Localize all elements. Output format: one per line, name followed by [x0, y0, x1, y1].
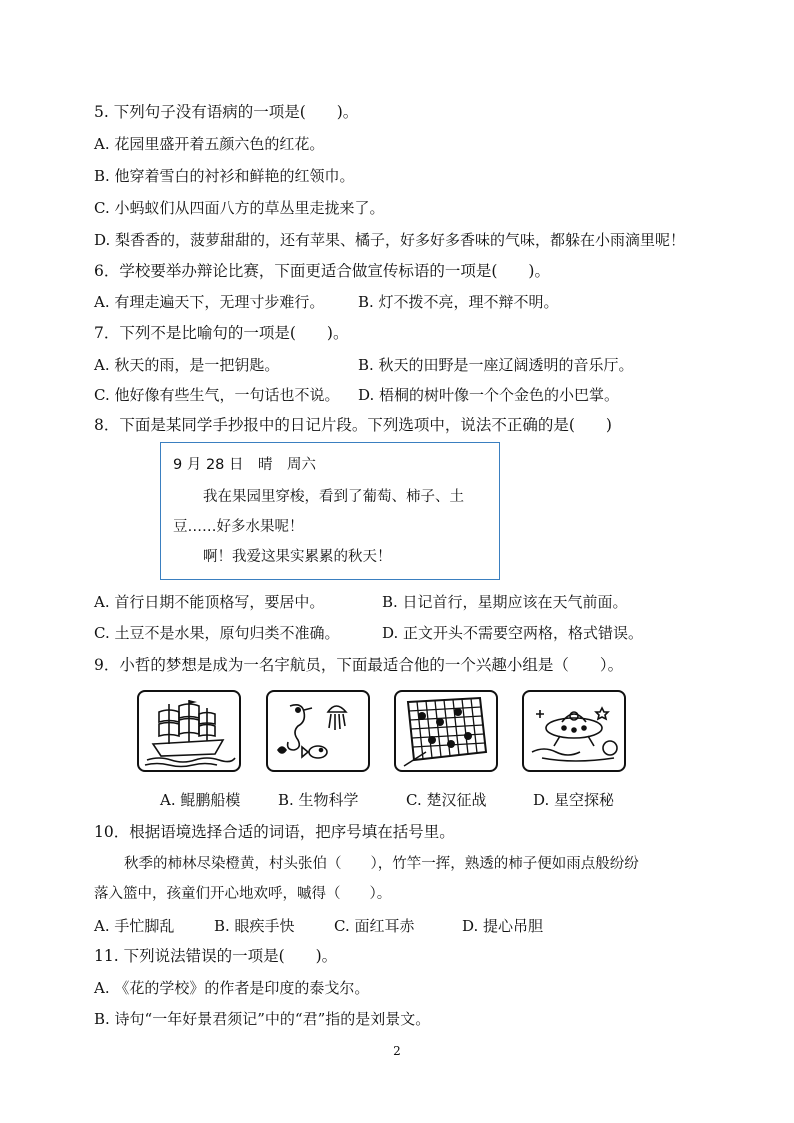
- q7-option-a: A. 秋天的雨，是一把钥匙。: [94, 356, 280, 374]
- q10-option-a: A. 手忙脚乱: [94, 917, 175, 935]
- q5-option-d: D. 梨香香的，菠萝甜甜的，还有苹果、橘子，好多好多香味的气味，都躲在小雨滴里呢！: [94, 231, 686, 249]
- q5-option-c: C. 小蚂蚁们从四面八方的草丛里走拢来了。: [94, 199, 385, 217]
- seahorse-jellyfish-icon: [268, 692, 368, 770]
- q6-stem: 6．学校要举办辩论比赛，下面更适合做宣传标语的一项是( )。: [94, 262, 550, 280]
- q8-stem: 8．下面是某同学手抄报中的日记片段。下列选项中，说法不正确的是( ): [94, 416, 612, 434]
- q10-option-b: B. 眼疾手快: [214, 917, 295, 935]
- chess-board-picture: [394, 690, 498, 772]
- q6-option-b: B. 灯不拨不亮，理不辩不明。: [358, 293, 559, 311]
- q11-option-a: A. 《花的学校》的作者是印度的泰戈尔。: [94, 979, 370, 997]
- q8-option-d: D. 正文开头不需要空两格，格式错误。: [382, 624, 644, 642]
- q10-passage-line-2: 落入篮中，孩童们开心地欢呼，嘁得（ ）。: [94, 886, 392, 902]
- q5-option-b: B. 他穿着雪白的衬衫和鲜艳的红领巾。: [94, 167, 355, 185]
- q6-option-a: A. 有理走遍天下，无理寸步难行。: [94, 293, 325, 311]
- q8-option-a: A. 首行日期不能顶格写，要居中。: [94, 593, 325, 611]
- diary-line-3: 啊！我爱这果实累累的秋天！: [203, 549, 392, 565]
- q7-stem: 7．下列不是比喻句的一项是( )。: [94, 324, 349, 342]
- q9-option-b: B. 生物科学: [278, 791, 359, 809]
- q11-option-b: B. 诗句“一年好景君须记”中的“君”指的是刘景文。: [94, 1010, 431, 1028]
- q8-option-b: B. 日记首行，星期应该在天气前面。: [382, 593, 628, 611]
- q9-option-a: A. 鲲鹏船模: [160, 791, 241, 809]
- biology-picture: [266, 690, 370, 772]
- q11-stem: 11. 下列说法错误的一项是( )。: [94, 947, 338, 965]
- sailing-ship-picture: [137, 690, 241, 772]
- spaceship-icon: [524, 692, 624, 770]
- q7-option-c: C. 他好像有些生气，一句话也不说。: [94, 386, 340, 404]
- q7-option-b: B. 秋天的田野是一座辽阔透明的音乐厅。: [358, 356, 634, 374]
- q10-passage-line-1: 秋季的柿林尽染橙黄，村头张伯（ ），竹竿一挥，熟透的柿子便如雨点般纷纷: [124, 856, 639, 872]
- chinese-chess-icon: [396, 692, 496, 770]
- q5-stem: 5. 下列句子没有语病的一项是( )。: [94, 103, 359, 121]
- starry-sky-picture: [522, 690, 626, 772]
- q9-stem: 9．小哲的梦想是成为一名宇航员，下面最适合他的一个兴趣小组是（ ）。: [94, 656, 624, 674]
- diary-line-2: 豆……好多水果呢！: [173, 519, 304, 535]
- q10-option-c: C. 面红耳赤: [334, 917, 415, 935]
- sailing-ship-icon: [139, 692, 239, 770]
- q10-stem: 10．根据语境选择合适的词语，把序号填在括号里。: [94, 823, 455, 841]
- q5-option-a: A. 花园里盛开着五颜六色的红花。: [94, 135, 325, 153]
- diary-header: 9 月 28 日 晴 周六: [173, 457, 317, 473]
- diary-line-1: 我在果园里穿梭，看到了葡萄、柿子、土: [203, 489, 464, 505]
- page-number: 2: [393, 1044, 401, 1058]
- q10-option-d: D. 提心吊胆: [462, 917, 544, 935]
- q8-option-c: C. 土豆不是水果，原句归类不准确。: [94, 624, 340, 642]
- q9-option-c: C. 楚汉征战: [406, 791, 487, 809]
- diary-excerpt-box: [160, 442, 500, 580]
- q7-option-d: D. 梧桐的树叶像一个个金色的小巴掌。: [358, 386, 620, 404]
- q9-option-d: D. 星空探秘: [533, 791, 615, 809]
